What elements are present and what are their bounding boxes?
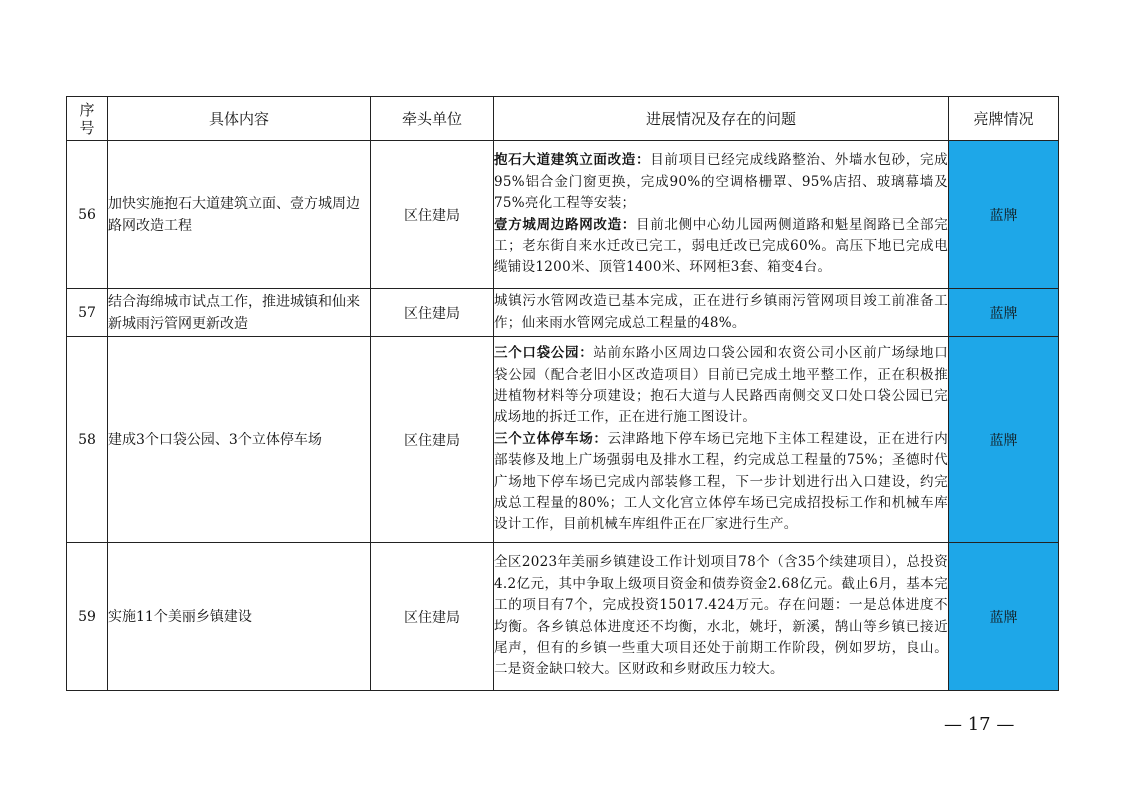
page-number: — 17 —	[944, 714, 1015, 735]
progress-heading: 三个口袋公园：	[494, 345, 594, 362]
header-brand: 亮牌情况	[949, 97, 1059, 141]
table-header-row	[67, 97, 1059, 141]
header-unit: 牵头单位	[371, 97, 494, 141]
progress-text: 云津路地下停车场已完地下主体工程建设，正在进行内部装修及地上广场强弱电及排水工程，约完成总工程量的75%；圣德时代广场地下停车场已完成内部装修工程，下一步计划进行出入口建设，约完成总工程量的80%；工人文化宫立体停车场已完成招投标工作和机械车库设计工作，目前机械车库组件正在厂家进行生产。	[494, 430, 949, 533]
progress-text: 全区2023年美丽乡镇建设工作计划项目78个（含35个续建项目），总投资4.2亿元，其中争取上级项目资金和债券资金2.68亿元。截止6月，基本完工的项目有7个，完成投资15017.424万元。存在问题：一是总体进度不均衡。各乡镇总体进度还不均衡，水北，姚圩，新溪，鹄山等乡镇已接近尾声，但有的乡镇一些重大项目还处于前期工作阶段，例如罗坊，良山。二是资金缺口较大。区财政和乡财政压力较大。	[494, 554, 948, 678]
progress-heading: 三个立体停车场：	[494, 430, 608, 447]
progress-heading: 抱石大道建筑立面改造：	[494, 152, 651, 169]
header-progress: 进展情况及存在的问题	[494, 97, 949, 141]
progress-heading: 壹方城周边路网改造：	[494, 216, 636, 233]
row-task: 结合海绵城市试点工作，推进城镇和仙来新城雨污管网更新改造	[108, 289, 371, 337]
row-progress	[494, 543, 949, 691]
header-task: 具体内容	[108, 97, 371, 141]
row-progress	[494, 337, 949, 543]
brand-status: 蓝牌	[949, 141, 1059, 289]
progress-text: 目前项目已经完成线路整治、外墙水包砂，完成95%铝合金门窗更换，完成90%的空调格栅罩、95%店招、玻璃幕墙及75%亮化工程等安装；	[494, 152, 948, 212]
table-row	[67, 337, 1059, 543]
table-row	[67, 289, 1059, 337]
progress-table	[66, 96, 1059, 691]
progress-text: 目前北侧中心幼儿园两侧道路和魁星阁路已全部完工；老东街自来水迁改已完工，弱电迁改已完成60%。高压下地已完成电缆铺设1200米、顶管1400米、环网柜3套、箱变4台。	[494, 216, 948, 276]
row-progress	[494, 289, 949, 337]
row-index: 57	[67, 289, 108, 337]
row-task: 实施11个美丽乡镇建设	[108, 543, 371, 691]
table-row	[67, 141, 1059, 289]
row-index: 58	[67, 337, 108, 543]
brand-status: 蓝牌	[949, 543, 1059, 691]
row-unit: 区住建局	[371, 337, 494, 543]
row-unit: 区住建局	[371, 543, 494, 691]
row-task: 建成3个口袋公园、3个立体停车场	[108, 337, 371, 543]
row-index: 59	[67, 543, 108, 691]
row-unit: 区住建局	[371, 141, 494, 289]
brand-status: 蓝牌	[949, 289, 1059, 337]
row-task: 加快实施抱石大道建筑立面、壹方城周边路网改造工程	[108, 141, 371, 289]
progress-text: 站前东路小区周边口袋公园和农资公司小区前广场绿地口袋公园（配合老旧小区改造项目）目前已完成土地平整工作，正在积极推进植物材料等分项建设；抱石大道与人民路西南侧交叉口处口袋公园已完成场地的拆迁工作，正在进行施工图设计。	[494, 345, 948, 426]
header-index: 序号	[67, 97, 108, 141]
row-progress	[494, 141, 949, 289]
row-index: 56	[67, 141, 108, 289]
brand-status: 蓝牌	[949, 337, 1059, 543]
table-row	[67, 543, 1059, 691]
progress-text: 城镇污水管网改造已基本完成，正在进行乡镇雨污管网项目竣工前准备工作；仙来雨水管网完成总工程量的48%。	[494, 293, 948, 331]
row-unit: 区住建局	[371, 289, 494, 337]
